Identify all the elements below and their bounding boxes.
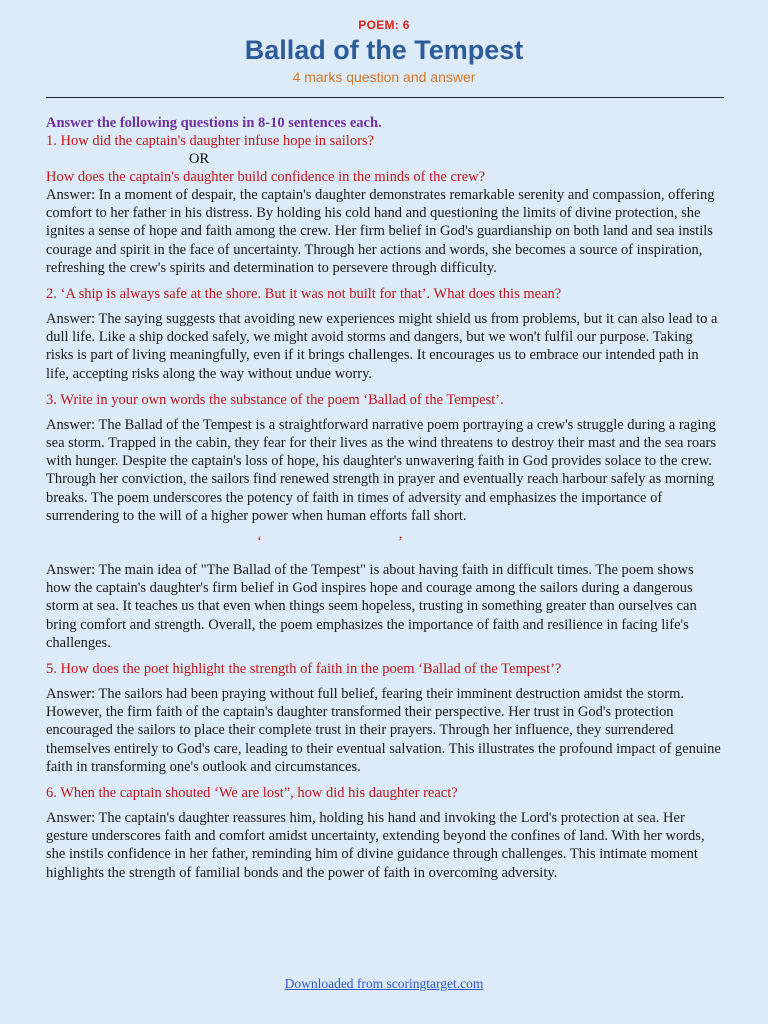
answer-2: Answer: The saying suggests that avoiding new experiences might shield us from problems, but it can also lead to a dull life. Like a ship docked safely, we might avoid storms and dangers, but we won't fulfil our purpose. Taking risks is part of living meaningfully, even if it brings challenges. It encourages us to embrace our intended path in life, accepting risks along the way without undue worry. [46, 311, 718, 382]
header-divider [46, 97, 724, 98]
question-5: 5. How does the poet highlight the strength of faith in the poem ‘Ballad of the Tempest’? [46, 661, 562, 678]
question-3: 3. Write in your own words the substance of the poem ‘Ballad of the Tempest’. [46, 391, 504, 408]
page-header [46, 0, 722, 85]
question-6: 6. When the captain shouted ‘We are lost”, how did his daughter react? [46, 785, 458, 802]
answer-1: Answer: In a moment of despair, the captain's daughter demonstrates remarkable serenity and compassion, offering comfort to her father in his distress. By holding his cold hand and questioning the limits of divine protection, she ignites a sense of hope and faith among the crew. Her firm belief in God's guardianship on both land and sea instils courage and spirit in the face of uncertainty. Through her actions and words, she becomes a source of inspiration, refreshing the crew's spirits and determination to persevere through difficulty. [46, 187, 715, 276]
page-subtitle: 4 marks question and answer [292, 69, 476, 85]
source-link[interactable]: Downloaded from scoringtarget.com [284, 976, 484, 991]
answer-6: Answer: The captain's daughter reassures him, holding his hand and invoking the Lord's protection at sea. Her gesture underscores faith and comfort amidst uncertainty, extending beyond the confines of land. With her words, she instils confidence in her father, reminding him of divine guidance through challenges. This intimate moment highlights the strength of familial bonds and the power of faith in overcoming adversity. [46, 810, 705, 881]
question-1-alternate: How does the captain's daughter build confidence in the minds of the crew? [46, 169, 486, 185]
or-separator: OR [189, 151, 210, 167]
question-4-hidden [46, 533, 722, 561]
answer-3: Answer: The Ballad of the Tempest is a straightforward narrative poem portraying a crew's struggle during a raging sea storm. Trapped in the cabin, they fear for their lives as the wind threatens to destroy their mast and the sea roars with hunger. Despite the captain's loss of hope, his daughter's unwavering faith in God provides solace to the crew. Through her conviction, the sailors find renewed strength in prayer and eventually reach harbour safely as morning breaks. The poem underscores the potency of faith in times of adversity and emphasizes the importance of surrendering to the will of a higher power when human efforts fall short. [46, 416, 717, 524]
answer-4: Answer: The main idea of "The Ballad of the Tempest" is about having faith in difficult times. The poem shows how the captain's daughter's firm belief in God inspires hope and courage among the sailors during a dangerous storm at sea. It teaches us that even when things seem hopeless, trusting in something greater than ourselves can bring comfort and strength. Overall, the poem emphasizes the importance of faith and resilience in facing life's challenges. [46, 562, 697, 651]
question-1: 1. How did the captain's daughter infuse hope in sailors? [46, 133, 374, 149]
question-4-open-quote: ‘ [257, 534, 262, 551]
question-2: 2. ‘A ship is always safe at the shore. But it was not built for that’. What does this mean? [46, 286, 562, 303]
instruction-text: Answer the following questions in 8-10 sentences each. [46, 115, 382, 131]
page-title: Ballad of the Tempest [244, 35, 524, 65]
page-footer [0, 976, 768, 992]
poem-number-label: POEM: 6 [358, 18, 410, 32]
question-4-close-quote: ’ [398, 534, 403, 551]
answer-5: Answer: The sailors had been praying without full belief, fearing their imminent destruction amidst the storm. However, the firm faith of the captain's daughter transformed their perspective. Her trust in God's protection encouraged the sailors to place their complete trust in their prayers. Through her influence, they surrendered themselves entirely to God's care, leading to their eventual salvation. This illustrates the profound impact of genuine faith in transforming one's outlook and circumstances. [46, 686, 721, 775]
